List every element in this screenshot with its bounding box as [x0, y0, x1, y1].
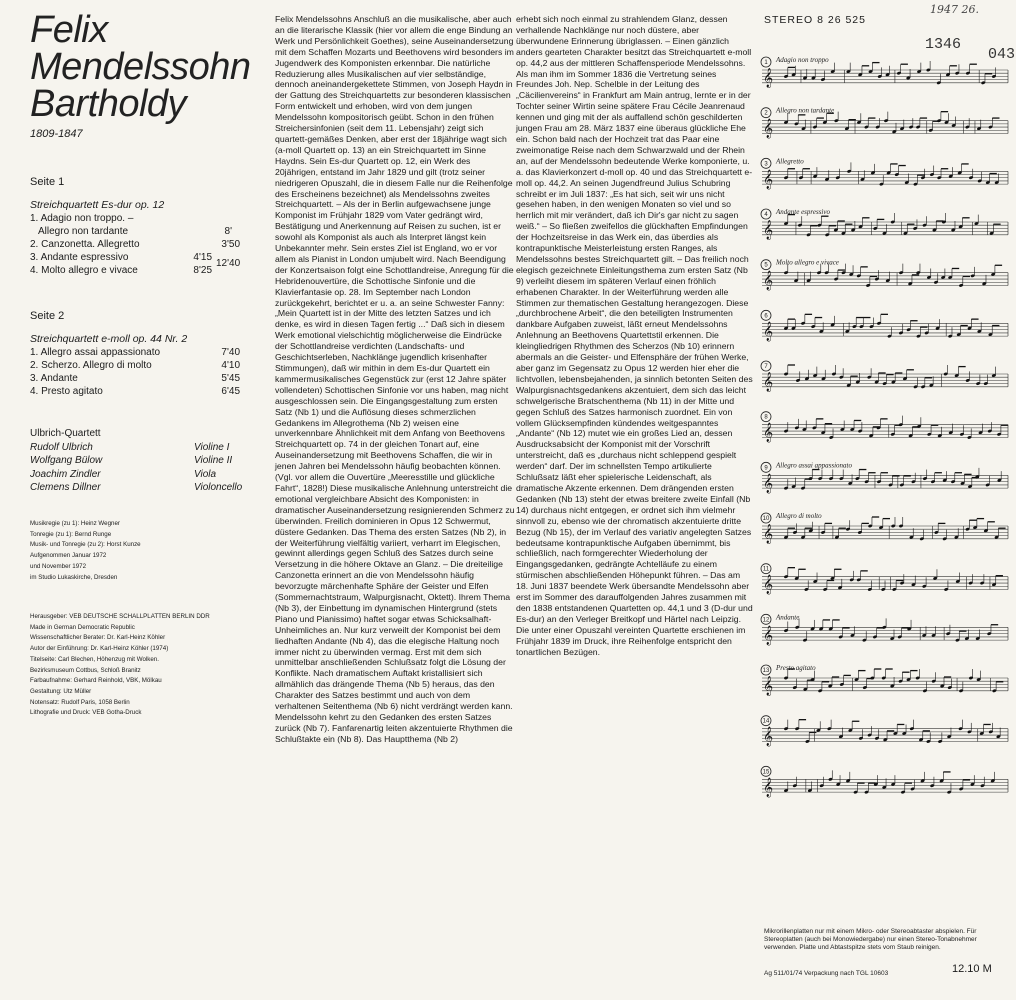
credit-line: Gestaltung: Utz Müller	[30, 687, 92, 695]
treble-clef-icon: 𝄞	[763, 118, 774, 139]
music-example-6	[761, 310, 1008, 341]
performer-row: Rudolf Ulbrich Violine I	[30, 441, 230, 453]
treble-clef-icon: 𝄞	[763, 625, 774, 646]
example-tempo: Andante	[776, 613, 800, 622]
essay-column-1: Felix Mendelssohns Anschluß an die musikalische, aber auch an die literarische Klassik (hier vor allem die enge Bindung an Werk und Persönlichkeit Goethes), seine Auseinandersetzung mit dem Schaffen Mozarts und Beethovens wird besonders im Jugendwerk des Komponisten erkennbar. Die natürliche Reduzierung alles Musikalischen auf vier selbständige, dennoch aneinandergekettete Stimmen, von Joseph Haydn in der Gattung des Streichquartetts zur besonderen klassischen Form entwickelt und erhoben, wird von dem jungen Mendelssohn kompositorisch geübt. Schon in den frühen Streichersinfonien (seit dem 11. Lebensjahr) zeigt sich quartett-gemäßes Denken, aber erst der 18jährige wagt sich (a-moll Quartett op. 13) an ein Streichquartett im Sinne Haydns. Sein Es-dur Quartett op. 12, ein Werk des 20jährigen, entstand im Jahr 1829 und gilt (trotz seiner niedrigeren Opuszahl, die in diesem Falle nur die Reihenfolge des Erscheinens bezeichnet) als Mendelssohns zweites Streichquartett. – Als der in Berlin aufgewachsene junge Komponist im Frühjahr 1829 vom Vater gedrängt wird, Bestätigung und Anerkennung auf Reisen zu suchen, ist er sowohl als Komponist als auch als Interpret längst kein Unbekannter mehr. Sein erstes Ziel ist England, wo er vor allem als Pianist in London umjubelt wird. Nach Beendigung der Konzertsaison folgt eine Schottlandreise, Anregung für die Hebridenouvertüre, die Schottische Sinfonie und die Klavierfantasie op. 28. Im September nach London zurückgekehrt, berichtet er u. a. an seine Schwester Fanny: „Mein Quartett ist in der Mitte des letzten Satzes und ich denke, es wird in diesen Tagen fertig ...“ Daß sich in diesem Werk emotional vielschichtig möglicherweise die Eindrücke der Schottlandreise verdichten (Landschafts- und Geschichtserleben, Nachklänge jugendlich krisenhafter Stimmungen), daß wir mithin in dem Es-dur Quartett ein kammermusikalisches Gegenstück zur (erst 12 Jahre später vollendeten) Schottischen Sinfonie vor uns haben, mag nicht ausgeschlossen sein. Die Eingangsgestaltung zum ersten Satz (Nb 1) und die Auflösung dieses schmerzlichen Gedankens im Allegrothema (Nb 2) weisen eine unverkennbare Ähnlichkeit mit dem Anfang von Beethovens Streichquartett op. 74 in der gleichen Tonart auf, eine Auseinandersetzung mit Beethovens Schaffen, die wir in jenen Jahren bei Mendelssohn häufig beobachten können. (Vgl. vor allem die Ouvertüre „Meeresstille und glückliche Fahrt“, 1828!) Diese musikalische Anlehnung unterstreicht die emotional vergleichbare Absicht des Komponisten: in dramatischer Auseinandersetzung resignierenden Schmerz zu überwinden. Freilich dominieren in Opus 12 Schwermut, düstere Gedanken. Das Thema des ersten Satzes (Nb 2), in der Weiterführung vielfältig variiert, verharrt im Elegischen, gewinnt allerdings gegen Schluß des Satzes durch seine Versetzung in die höhere Oktave an Glanz. – Die dreiteilige Canzonetta erinnert an die von Mendelssohn häufig bevorzugte märchenhafte Sphäre der Geister und Elfen (Sommernachtstraum, Walpurgisnacht, Oktett). Ihrem Thema (Nb 3), der Einbettung im dynamischen Hintergrund (stets Piano und Pianissimo) haftet sogar etwas Schicksalhaft-Unheimliches an. Nur kurz verweilt der Komponist bei dem liedhaften Andante (Nb 4), das die elegische Haltung noch immer nicht zu überwinden vermag. Erst mit dem sich unmittelbar anschließenden Schlußsatz folgt die Lösung der Konflikte. Nach dramatischem Auftakt kristallisiert sich allmählich das drängende Thema (Nb 5) heraus, das den Charakter des Satzes bestimmt und auch von dem verhaltenen Seitenthema (Nb 6) nicht verdrängt werden kann. Mendelssohn kehrt zu den Gedanken des ersten Satzes zurück (Nb 7). Fanfarenartig leiten akzentuierte Rhythmen die Schlußtakte ein (Nb 8). Das Hauptthema (Nb 2)	[275, 14, 515, 744]
recording-credits	[30, 519, 260, 583]
credit-line: im Studio Lukaskirche, Dresden	[30, 573, 118, 581]
example-number: 15	[762, 769, 770, 776]
music-example-7	[761, 361, 1008, 392]
credit-line: Titelseite: Carl Blechen, Höhenzug mit Wolken.	[30, 655, 159, 663]
treble-clef-icon: 𝄞	[763, 270, 774, 291]
example-number: 9	[764, 465, 768, 472]
example-number: 12	[762, 617, 770, 624]
example-number: 13	[762, 668, 770, 674]
treble-clef-icon: 𝄞	[763, 422, 774, 443]
example-number: 3	[764, 161, 768, 168]
music-example-14	[761, 716, 1008, 747]
track-1-2: 2. Canzonetta. Allegretto 3'50	[30, 239, 240, 250]
example-number: 4	[764, 212, 768, 218]
credit-line: Musikregie (zu 1): Heinz Wegner	[30, 520, 120, 527]
side-2-work-title: Streichquartett e-moll op. 44 Nr. 2	[30, 333, 188, 345]
credit-line: Musik- und Tonregie (zu 2): Horst Kunze	[30, 541, 141, 549]
music-example-13	[761, 664, 1008, 696]
music-example-2	[761, 107, 1008, 139]
performers	[30, 427, 260, 495]
example-tempo: Andante espressivo	[776, 208, 830, 216]
credit-line: Farbaufnahme: Gerhard Reinhold, VBK, Mölkau	[30, 677, 162, 685]
performer-row: Joachim Zindler Viola	[30, 468, 217, 480]
music-example-11	[761, 564, 1008, 595]
composer-dates: 1809-1847	[30, 128, 83, 140]
composer-middle-name: Mendelssohn	[30, 46, 251, 88]
side-2-heading: Seite 2	[30, 310, 65, 322]
treble-clef-icon: 𝄞	[763, 321, 774, 342]
example-tempo: Allegretto	[776, 157, 804, 166]
example-number: 6	[764, 313, 768, 320]
treble-clef-icon: 𝄞	[763, 726, 774, 747]
example-tempo: Adagio non troppo	[776, 56, 829, 64]
essay-column-2: erhebt sich noch einmal zu strahlendem Glanz, dessen verhallende Nachklänge nur noch düstere, aber überwundene Erinnerung übriglassen. – Einen gänzlich anders gearteten Charakter besitzt das Streichquartett e-moll op. 44,2 aus der mittleren Schaffensperiode Mendelssohns. Als man ihm im Sommer 1836 die Vertretung seines Freundes Joh. Nep. Schelble in der Leitung des „Cäcilienvereins“ in Frankfurt am Main antrug, lernte er in der Tochter seiner Wirtin seine spätere Frau Cécile Jeanrenaud kennen und ging mit der als auffallend schön geschilderten jungen Frau am 28. März 1837 eine überaus glückliche Ehe ein. Schon bald nach der Hochzeit trat das Paar eine zweimonatige Reise nach dem Schwarzwald und der Rhein an, auf der Mendelssohn bedeutende Werke komponierte, u. a. das Klavierkonzert d-moll op. 40 und das Streichquartett e-moll op. 44,2. An seinen Jugendfreund Julius Schubring schreibt er im Juli 1837: „Es hat sich, seit wir uns nicht gesehen haben, in den wenigen Monaten so viel und so herrlich mit mir verändert, daß ich Dir's gar nicht zu sagen weiß.“ – So fließen zweifellos die glückhaften Empfindungen der Hochzeitsreise in das Werk ein, das überdies als kontrapunktische Meisterleistung ersten Ranges, als Mendelssohns bestes Streichquartett gilt. – Das freilich noch elegisch gezeichnete Einleitungsthema zum ersten Satz (Nb 9) verleiht diesem im späteren Verlauf einen fröhlich erhabenen Charakter. In der Weiterführung werden alle Stimmen zur thematischen Gestaltung herangezogen. Diese „durchbrochene Arbeit“, die den beteiligten Instrumenten dankbare Aufgaben zuweist, läßt erneut Mendelssohns Anlehnung an Beethovens Quartettstil erkennen. Die kleingliedrigen Rhythmen des Scherzos (Nb 10) erinnern abermals an die Geister- und Elfensphäre der frühen Werke, aber ganz im Gegensatz zu Opus 12 werden hier eher die lichtvollen, lebensbejahenden, ja sinnlich betonten Seiten des Walpurgisnachtsgedankens akzentuiert, dem sich das leicht schwelgerische Bratschenthema (Nb 11) in der Mitte und gegen Schluß des Satzes harmonisch zuordnet. Ein von vollem Glücksempfinden kündendes weitgespanntes „Andante“ (Nb 12) mutet wie ein großes Lied an, dessen Ausdrucksabsicht der Komponist mit der Vorschrift unterstreicht, daß es „durchaus nicht schleppend gespielt werden“ darf. Der im schnellsten Tempo artikulierte Schlußsatz läßt eher spielerische Leidenschaft, als dramatische Akzente erkennen. Dem drängenden ersten Gedanken (Nb 13) steht der etwas breitere zweite Einfall (Nb 14) durchaus nicht entgegen, er ordnet sich ihm vielmehr sinnvoll zu, ebenso wie der chromatisch akzentuierte dritte Bezug (Nb 15), der im Verlauf des variativ angelegten Satzes bedeutsame kontrapunktische Aufgaben übernimmt, bis schließlich, nach formgerechter Wiederholung der Eingangsgedanken, gedrängte Achtelläufe zu einem stürmischen abschließenden Höhepunkt führen. – Das am 18. Juni 1837 beendete Werk übersandte Mendelssohn aber erst im Sommer des darauffolgenden Jahres zusammen mit den 1838 entstandenen Quartetten op. 44,1 und 3 (D-dur und Es-dur) an den Verleger Breitkopf und Härtel nach Leipzig. Die unter einer Opuszahl vereinten Quartette erschienen im Frühjahr 1839 im Druck, ihre Reihenfolge entspricht den tonartlichen Bezügen.	[516, 14, 753, 657]
composer-first-name: Felix	[30, 9, 108, 51]
example-number: 2	[764, 110, 768, 117]
treble-clef-icon: 𝄞	[763, 68, 774, 88]
example-tempo: Allegro assai appassionato	[776, 461, 852, 470]
music-example-3	[761, 157, 1008, 189]
packaging-code: Ag 511/01/74 Verpackung nach TGL 10603	[764, 970, 889, 977]
music-example-1	[761, 56, 1008, 88]
music-example-4	[761, 208, 1008, 240]
credit-line: Autor der Einführung: Dr. Karl-Heinz Köhler (1974)	[30, 645, 169, 653]
handwritten-note: 1947 26.	[930, 3, 979, 16]
track-2-3: 3. Andante 5'45	[30, 373, 240, 384]
music-example-8	[761, 412, 1008, 443]
example-number: 8	[764, 414, 768, 421]
example-tempo: Molto allegro e vivace	[776, 258, 839, 267]
playback-instructions: Mikrorillenplatten nur mit einem Mikro- oder Stereoabtaster abspielen. Für Stereoplatten (auch bei Monowiedergabe) nur einen Stereo-Tonabnehmer verwenden. Platte und Abtastspitze stets vom Staub reinigen.	[764, 928, 977, 952]
credit-line: Herausgeber: VEB DEUTSCHE SCHALLPLATTEN BERLIN DDR	[30, 613, 210, 620]
side-1-work-title: Streichquartett Es-dur op. 12	[30, 199, 165, 211]
example-number: 10	[762, 516, 770, 522]
credit-line: Aufgenommen Januar 1972	[30, 552, 107, 560]
publisher-credits	[30, 612, 260, 719]
track-1-1: 1. Adagio non troppo. –	[30, 213, 134, 224]
music-example-12	[761, 613, 1008, 645]
music-examples	[760, 46, 1010, 806]
track-1-3: 3. Andante espressivo 4'15	[30, 252, 212, 263]
treble-clef-icon: 𝄞	[763, 524, 774, 544]
ensemble-name: Ulbrich-Quartett	[30, 428, 101, 439]
music-example-15	[761, 766, 1008, 797]
music-example-5	[761, 259, 1008, 291]
example-number: 11	[762, 566, 770, 573]
example-tempo: Allegro di molto	[776, 512, 822, 520]
example-number: 5	[764, 262, 768, 269]
stamp-number: 1346	[925, 36, 962, 53]
stamp-number-2: 043	[988, 46, 1016, 63]
example-tempo: Presto agitato	[776, 664, 816, 672]
treble-clef-icon: 𝄞	[763, 473, 774, 494]
track-2-4: 4. Presto agitato 6'45	[30, 386, 240, 397]
catalog-number: STEREO 8 26 525	[764, 14, 866, 26]
track-1-4: 4. Molto allegro e vivace 8'25	[30, 265, 212, 276]
music-example-10	[761, 512, 1008, 544]
credit-line: Bezirksmuseum Cottbus, Schloß Branitz	[30, 666, 141, 674]
track-2-1: 1. Allegro assai appassionato 7'40	[30, 347, 240, 358]
track-2-2: 2. Scherzo. Allegro di molto 4'10	[30, 360, 240, 371]
credit-line: Wissenschaftlicher Berater: Dr. Karl-Heinz Köhler	[30, 634, 166, 642]
treble-clef-icon: 𝄞	[763, 676, 774, 696]
example-number: 1	[764, 60, 768, 66]
composer-name	[30, 9, 270, 125]
example-tempo: Allegro non tardante	[776, 106, 835, 115]
credit-line: Notensatz: Rudolf Paris, 1058 Berlin	[30, 698, 130, 706]
credit-line: Lithografie und Druck: VEB Gotha-Druck	[30, 709, 142, 717]
performer-row: Wolfgang Bülow Violine II	[30, 455, 233, 467]
treble-clef-icon: 𝄞	[763, 372, 774, 392]
price: 12.10 M	[952, 963, 992, 975]
credit-line: und November 1972	[30, 562, 87, 570]
credit-line: Tonregie (zu 1): Bernd Runge	[30, 530, 112, 538]
music-example-9	[761, 461, 1008, 493]
composer-last-name: Bartholdy	[30, 83, 187, 125]
example-number: 7	[764, 364, 768, 370]
side-1-heading: Seite 1	[30, 176, 65, 188]
treble-clef-icon: 𝄞	[763, 777, 774, 798]
treble-clef-icon: 𝄞	[763, 220, 774, 240]
treble-clef-icon: 𝄞	[763, 169, 774, 190]
track-1-1b: Allegro non tardante 8'	[38, 226, 232, 237]
credit-line: Made in German Democratic Republic	[30, 623, 135, 631]
treble-clef-icon: 𝄞	[763, 574, 774, 595]
example-number: 14	[762, 718, 770, 725]
track-1-3-4-combined-duration: 12'40	[216, 258, 241, 269]
performer-row: Clemens Dillner Violoncello	[30, 482, 243, 494]
